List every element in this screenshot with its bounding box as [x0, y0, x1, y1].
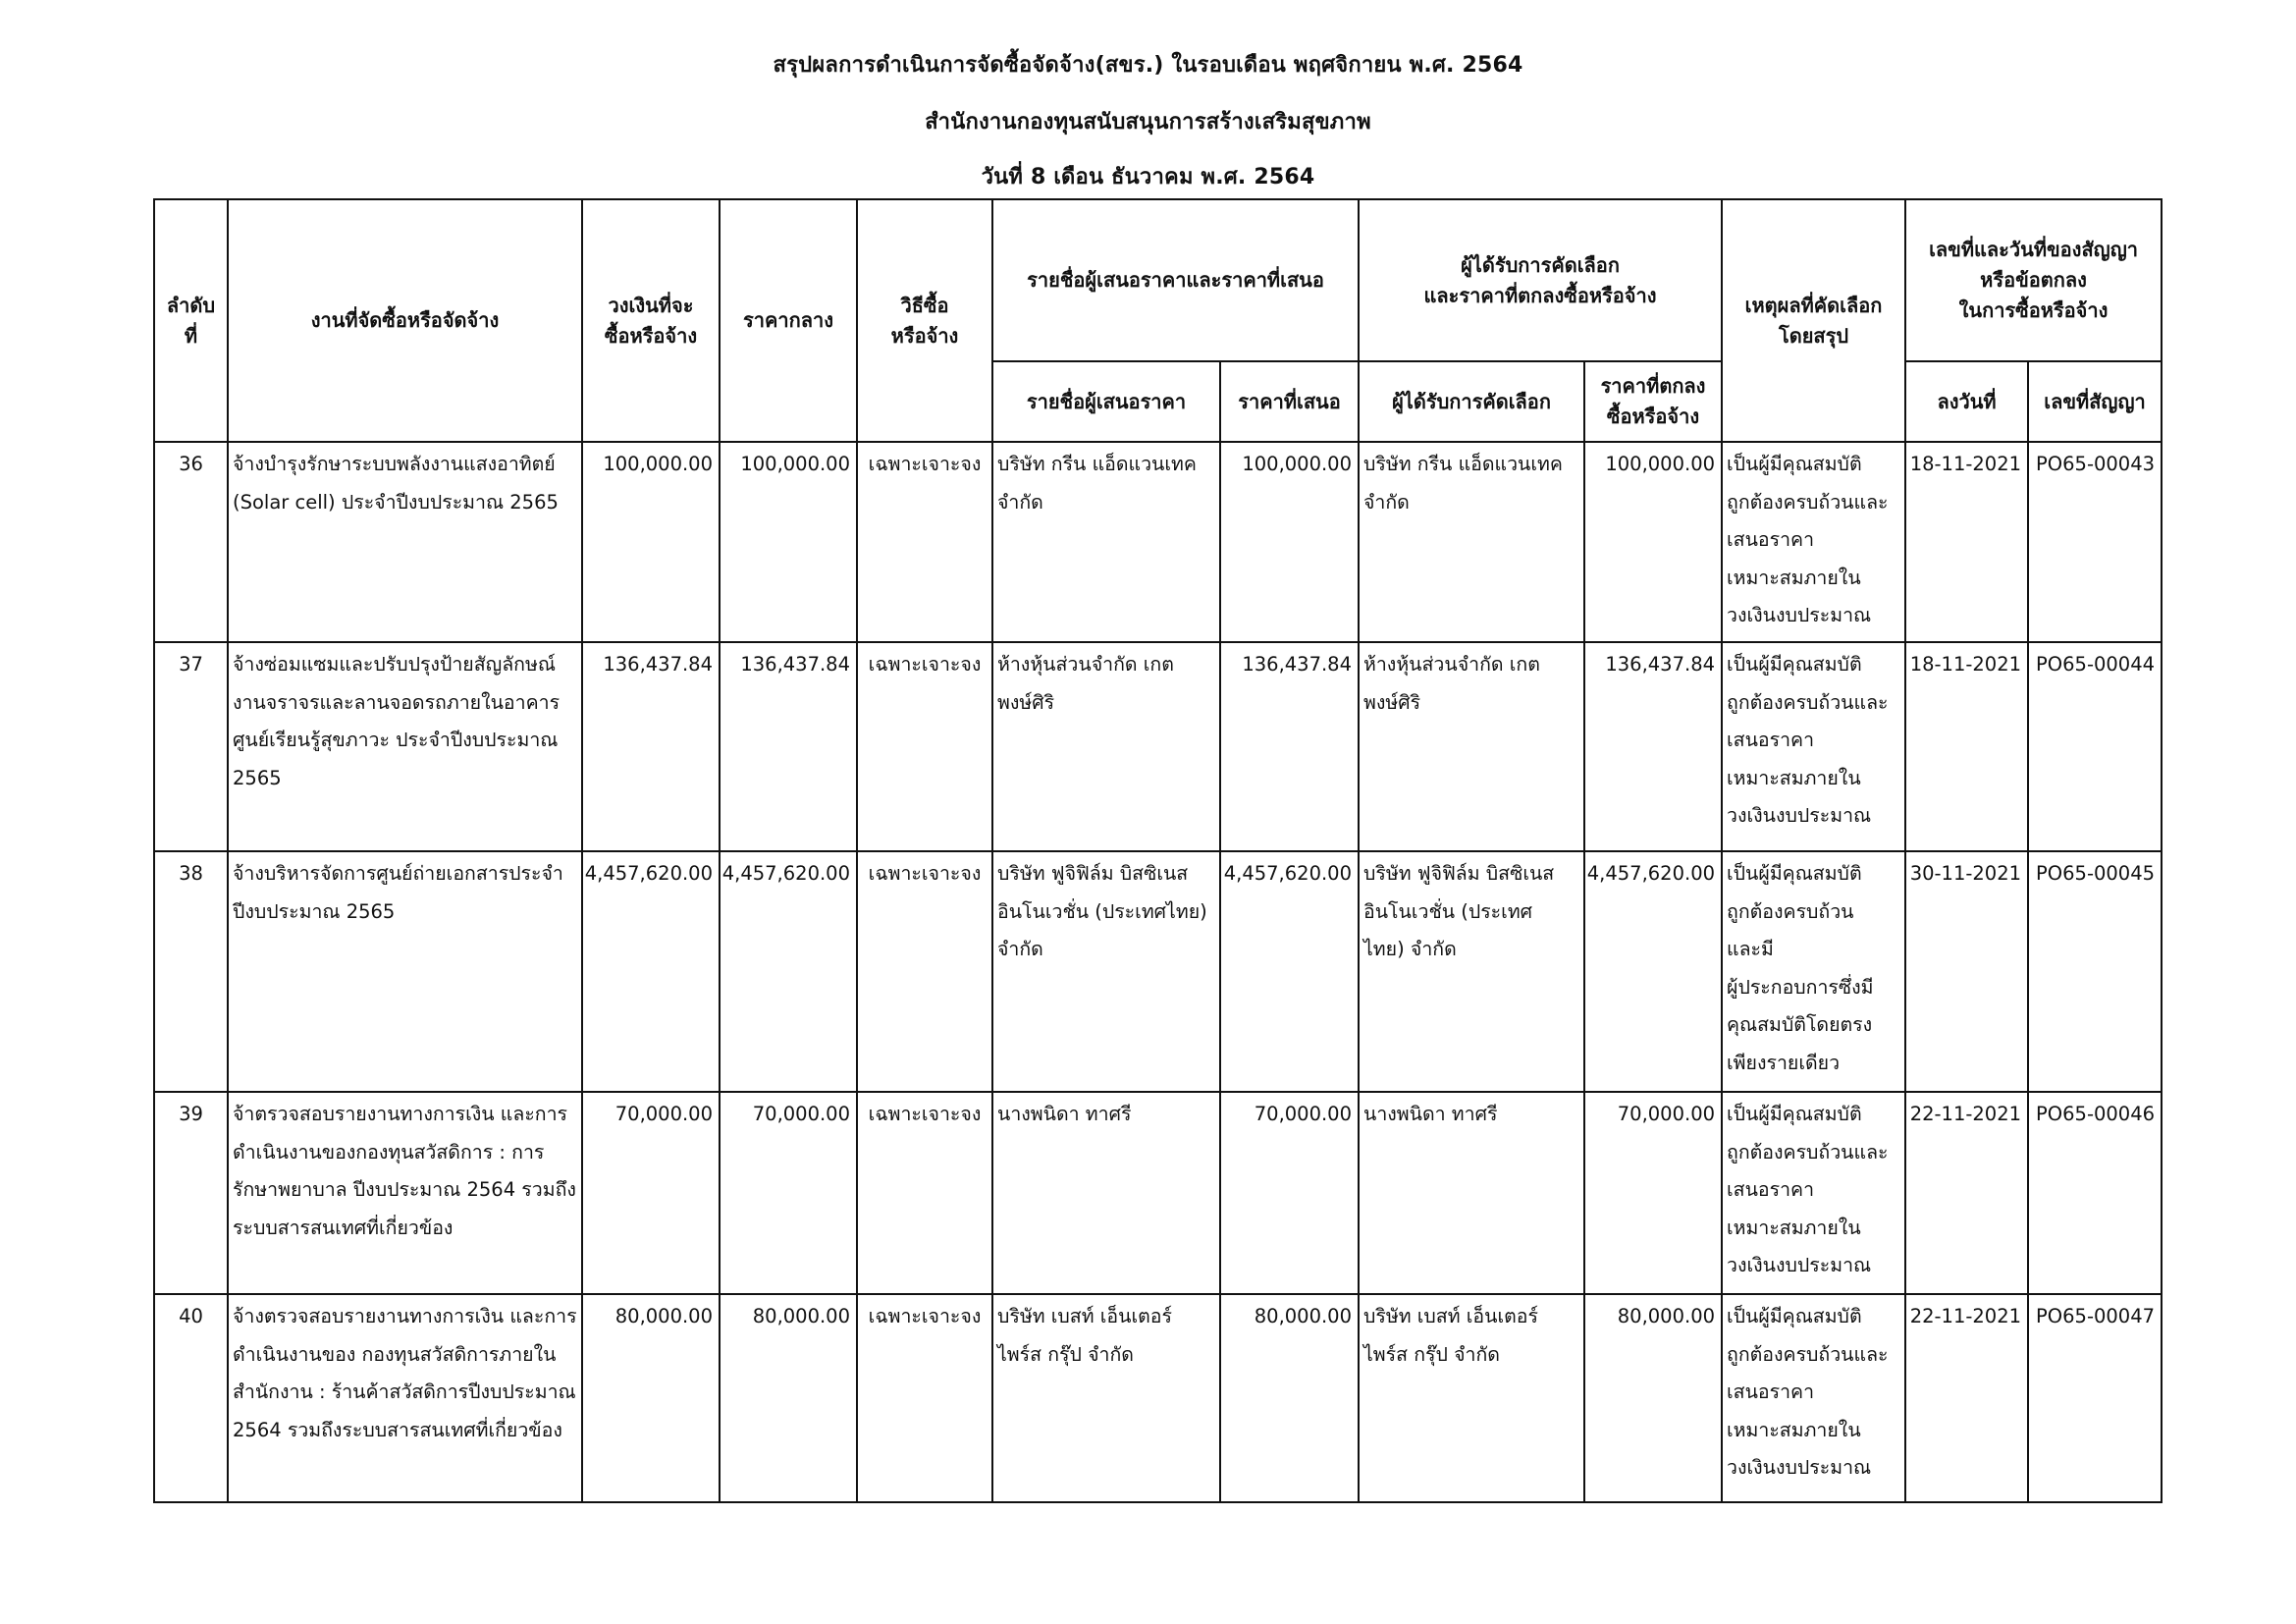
cell-budget: 136,437.84	[582, 642, 720, 851]
cell-method: เฉพาะเจาะจง	[857, 442, 992, 642]
organization-name: สำนักงานกองทุนสนับสนุนการสร้างเสริมสุขภาพ	[925, 110, 1371, 135]
cell-bidder-name: ห้างหุ้นส่วนจำกัด เกต พงษ์ศิริ	[992, 642, 1220, 851]
cell-contract-no: PO65-00043	[2028, 442, 2162, 642]
cell-work: จ้างตรวจสอบรายงานทางการเงิน และการดำเนินงานของ กองทุนสวัสดิการภายในสำนักงาน : ร้านค้าสวัสดิการปีงบประมาณ 2564 รวมถึงระบบสารสนเทศที่เกี่ยวข้อง	[228, 1294, 582, 1502]
cell-bidder-name: นางพนิดา ทาศรี	[992, 1092, 1220, 1294]
table-row	[154, 1294, 2162, 1502]
cell-selected-name: ห้างหุ้นส่วนจำกัด เกต พงษ์ศิริ	[1359, 642, 1584, 851]
cell-bid-price: 70,000.00	[1220, 1092, 1359, 1294]
header-bid-price: ราคาที่เสนอ	[1220, 361, 1359, 442]
header-median-price: ราคากลาง	[720, 199, 857, 442]
cell-contract-no: PO65-00045	[2028, 851, 2162, 1092]
cell-contract-no: PO65-00046	[2028, 1092, 2162, 1294]
cell-reason: เป็นผู้มีคุณสมบัติ ถูกต้องครบถ้วนและ เสนอราคา เหมาะสมภายใน วงเงินงบประมาณ	[1722, 442, 1905, 642]
cell-sign-date: 18-11-2021	[1905, 442, 2028, 642]
cell-selected-name: บริษัท เบสท์ เอ็นเตอร์ ไพร์ส กรุ๊ป จำกัด	[1359, 1294, 1584, 1502]
procurement-table	[153, 198, 2163, 1503]
cell-method: เฉพาะเจาะจง	[857, 642, 992, 851]
header-sign-date: ลงวันที่	[1905, 361, 2028, 442]
cell-budget: 80,000.00	[582, 1294, 720, 1502]
header-bidder-name: รายชื่อผู้เสนอราคา	[992, 361, 1220, 442]
header-seq: ลำดับ ที่	[154, 199, 228, 442]
cell-bid-price: 100,000.00	[1220, 442, 1359, 642]
cell-bid-price: 4,457,620.00	[1220, 851, 1359, 1092]
header-work: งานที่จัดซื้อหรือจัดจ้าง	[228, 199, 582, 442]
cell-budget: 4,457,620.00	[582, 851, 720, 1092]
cell-work: จ้างซ่อมแซมและปรับปรุงป้ายสัญลักษณ์งานจราจรและลานจอดรถภายในอาคารศูนย์เรียนรู้สุขภาวะ ประจำปีงบประมาณ 2565	[228, 642, 582, 851]
cell-budget: 70,000.00	[582, 1092, 720, 1294]
cell-reason: เป็นผู้มีคุณสมบัติ ถูกต้องครบถ้วนและ เสนอราคา เหมาะสมภายใน วงเงินงบประมาณ	[1722, 1294, 1905, 1502]
cell-agreed-price: 70,000.00	[1584, 1092, 1722, 1294]
cell-selected-name: นางพนิดา ทาศรี	[1359, 1092, 1584, 1294]
cell-selected-name: บริษัท กรีน แอ็ดแวนเทค จำกัด	[1359, 442, 1584, 642]
header-bidders-group: รายชื่อผู้เสนอราคาและราคาที่เสนอ	[992, 199, 1359, 361]
header-contract-group: เลขที่และวันที่ของสัญญา หรือข้อตกลง ในการซื้อหรือจ้าง	[1905, 199, 2162, 361]
cell-bidder-name: บริษัท ฟูจิฟิล์ม บิสซิเนส อินโนเวชั่น (ประเทศไทย) จำกัด	[992, 851, 1220, 1092]
cell-seq: 40	[154, 1294, 228, 1502]
cell-work: จ้างบริหารจัดการศูนย์ถ่ายเอกสารประจำปีงบประมาณ 2565	[228, 851, 582, 1092]
header-budget: วงเงินที่จะ ซื้อหรือจ้าง	[582, 199, 720, 442]
cell-median-price: 100,000.00	[720, 442, 857, 642]
header-selected-name: ผู้ได้รับการคัดเลือก	[1359, 361, 1584, 442]
cell-median-price: 4,457,620.00	[720, 851, 857, 1092]
report-date: วันที่ 8 เดือน ธันวาคม พ.ศ. 2564	[981, 165, 1315, 189]
cell-contract-no: PO65-00044	[2028, 642, 2162, 851]
cell-reason: เป็นผู้มีคุณสมบัติ ถูกต้องครบถ้วน และมี ผู้ประกอบการซึ่งมี คุณสมบัติโดยตรง เพียงรายเดียว	[1722, 851, 1905, 1092]
cell-median-price: 80,000.00	[720, 1294, 857, 1502]
cell-method: เฉพาะเจาะจง	[857, 1294, 992, 1502]
header-contract-no: เลขที่สัญญา	[2028, 361, 2162, 442]
header-method: วิธีซื้อ หรือจ้าง	[857, 199, 992, 442]
cell-work: จ้าตรวจสอบรายงานทางการเงิน และการดำเนินงานของกองทุนสวัสดิการ : การรักษาพยาบาล ปีงบประมาณ 2564 รวมถึงระบบสารสนเทศที่เกี่ยวข้อง	[228, 1092, 582, 1294]
cell-agreed-price: 100,000.00	[1584, 442, 1722, 642]
header-agreed-price: ราคาที่ตกลง ซื้อหรือจ้าง	[1584, 361, 1722, 442]
cell-seq: 39	[154, 1092, 228, 1294]
cell-sign-date: 22-11-2021	[1905, 1294, 2028, 1502]
cell-agreed-price: 136,437.84	[1584, 642, 1722, 851]
cell-median-price: 136,437.84	[720, 642, 857, 851]
cell-method: เฉพาะเจาะจง	[857, 1092, 992, 1294]
header-reason: เหตุผลที่คัดเลือก โดยสรุป	[1722, 199, 1905, 442]
table-row	[154, 442, 2162, 642]
cell-agreed-price: 80,000.00	[1584, 1294, 1722, 1502]
cell-bid-price: 136,437.84	[1220, 642, 1359, 851]
cell-budget: 100,000.00	[582, 442, 720, 642]
cell-seq: 38	[154, 851, 228, 1092]
table-row	[154, 851, 2162, 1092]
cell-selected-name: บริษัท ฟูจิฟิล์ม บิสซิเนส อินโนเวชั่น (ประเทศ ไทย) จำกัด	[1359, 851, 1584, 1092]
cell-bidder-name: บริษัท กรีน แอ็ดแวนเทค จำกัด	[992, 442, 1220, 642]
cell-contract-no: PO65-00047	[2028, 1294, 2162, 1502]
cell-bid-price: 80,000.00	[1220, 1294, 1359, 1502]
cell-work: จ้างบำรุงรักษาระบบพลังงานแสงอาทิตย์ (Solar cell) ประจำปีงบประมาณ 2565	[228, 442, 582, 642]
table-row	[154, 1092, 2162, 1294]
header-selected-group: ผู้ได้รับการคัดเลือก และราคาที่ตกลงซื้อหรือจ้าง	[1359, 199, 1722, 361]
cell-reason: เป็นผู้มีคุณสมบัติ ถูกต้องครบถ้วนและ เสนอราคา เหมาะสมภายใน วงเงินงบประมาณ	[1722, 642, 1905, 851]
cell-sign-date: 30-11-2021	[1905, 851, 2028, 1092]
cell-sign-date: 22-11-2021	[1905, 1092, 2028, 1294]
cell-median-price: 70,000.00	[720, 1092, 857, 1294]
cell-method: เฉพาะเจาะจง	[857, 851, 992, 1092]
cell-reason: เป็นผู้มีคุณสมบัติ ถูกต้องครบถ้วนและ เสนอราคา เหมาะสมภายใน วงเงินงบประมาณ	[1722, 1092, 1905, 1294]
cell-seq: 36	[154, 442, 228, 642]
cell-seq: 37	[154, 642, 228, 851]
table-row	[154, 642, 2162, 851]
cell-bidder-name: บริษัท เบสท์ เอ็นเตอร์ ไพร์ส กรุ๊ป จำกัด	[992, 1294, 1220, 1502]
cell-agreed-price: 4,457,620.00	[1584, 851, 1722, 1092]
cell-sign-date: 18-11-2021	[1905, 642, 2028, 851]
report-title: สรุปผลการดำเนินการจัดซื้อจัดจ้าง(สขร.) ในรอบเดือน พฤศจิกายน พ.ศ. 2564	[773, 53, 1523, 78]
